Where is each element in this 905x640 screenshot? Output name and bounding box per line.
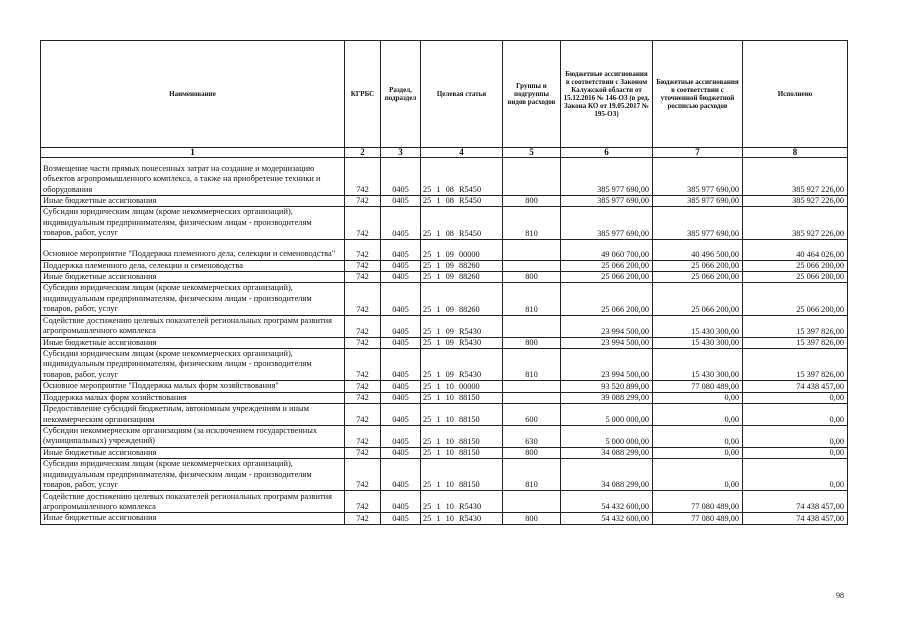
row-target-article: 25 1 09 R5430 xyxy=(421,315,503,337)
row-target-article: 25 1 10 88150 xyxy=(421,425,503,447)
header-groups: Группы и подгруппы видов расходов xyxy=(503,41,561,148)
table-row xyxy=(41,404,848,426)
table-row xyxy=(41,425,848,447)
row-law-allocation: 39 088 299,00 xyxy=(561,392,653,403)
row-kgrbs: 742 xyxy=(345,158,381,196)
row-law-allocation: 23 994 500,00 xyxy=(561,349,653,381)
row-expense-group xyxy=(503,381,561,392)
row-section: 0405 xyxy=(381,272,421,283)
row-executed: 25 066 200,00 xyxy=(743,272,848,283)
row-executed: 0,00 xyxy=(743,404,848,426)
header-executed: Исполнено xyxy=(743,41,848,148)
row-refined-allocation: 15 430 300,00 xyxy=(653,337,743,348)
header-law-allocations: Бюджетные ассигнования в соответствии с Законом Калужской области от 15.12.2016 № 146-ОЗ (в ред. Закона КО от 19.05.2017 № 195-ОЗ) xyxy=(561,41,653,148)
row-refined-allocation: 0,00 xyxy=(653,392,743,403)
column-number: 2 xyxy=(345,148,381,158)
row-target-article: 25 1 10 88150 xyxy=(421,447,503,458)
row-kgrbs: 742 xyxy=(345,315,381,337)
row-kgrbs: 742 xyxy=(345,272,381,283)
row-kgrbs: 742 xyxy=(345,491,381,513)
row-name: Предоставление субсидий бюджетным, автономным учреждениям и иным некоммерческим организациям xyxy=(41,404,345,426)
row-executed: 385 927 226,00 xyxy=(743,207,848,239)
row-section: 0405 xyxy=(381,381,421,392)
row-kgrbs: 742 xyxy=(345,459,381,491)
row-name: Поддержка племенного дела, селекции и семеноводства xyxy=(41,260,345,271)
row-law-allocation: 25 066 200,00 xyxy=(561,272,653,283)
row-expense-group: 800 xyxy=(503,196,561,207)
row-kgrbs: 742 xyxy=(345,207,381,239)
table-row xyxy=(41,315,848,337)
row-law-allocation: 23 994 500,00 xyxy=(561,337,653,348)
row-refined-allocation: 77 080 489,00 xyxy=(653,513,743,524)
row-law-allocation: 34 088 299,00 xyxy=(561,459,653,491)
row-expense-group xyxy=(503,239,561,260)
row-executed: 0,00 xyxy=(743,392,848,403)
header-name: Наименование xyxy=(41,41,345,148)
row-kgrbs: 742 xyxy=(345,337,381,348)
row-name: Субсидии юридическим лицам (кроме некоммерческих организаций), индивидуальным предпринимателям, физическим лицам - производителям товаров, работ, услуг xyxy=(41,283,345,315)
row-refined-allocation: 25 066 200,00 xyxy=(653,272,743,283)
row-expense-group: 800 xyxy=(503,513,561,524)
row-executed: 74 438 457,00 xyxy=(743,381,848,392)
table-row xyxy=(41,196,848,207)
row-section: 0405 xyxy=(381,349,421,381)
row-executed: 25 066 200,00 xyxy=(743,260,848,271)
row-section: 0405 xyxy=(381,513,421,524)
row-refined-allocation: 0,00 xyxy=(653,404,743,426)
table-row xyxy=(41,491,848,513)
row-section: 0405 xyxy=(381,447,421,458)
row-refined-allocation: 385 977 690,00 xyxy=(653,207,743,239)
row-law-allocation: 54 432 600,00 xyxy=(561,491,653,513)
table-header-row xyxy=(41,41,848,148)
row-name: Иные бюджетные ассигнования xyxy=(41,272,345,283)
page-number: 98 xyxy=(836,591,844,600)
row-refined-allocation: 0,00 xyxy=(653,425,743,447)
row-expense-group xyxy=(503,158,561,196)
budget-table-sheet xyxy=(40,40,848,525)
row-executed: 385 927 226,00 xyxy=(743,196,848,207)
row-expense-group: 810 xyxy=(503,459,561,491)
row-name: Содействие достижению целевых показателей региональных программ развития агропромышленного комплекса xyxy=(41,315,345,337)
row-expense-group: 600 xyxy=(503,404,561,426)
row-kgrbs: 742 xyxy=(345,513,381,524)
header-kgrbs: КГРБС xyxy=(345,41,381,148)
row-target-article: 25 1 08 R5450 xyxy=(421,158,503,196)
table-row xyxy=(41,447,848,458)
header-refined-allocations: Бюджетные ассигнования в соответствии с уточненной бюджетной росписью расходов xyxy=(653,41,743,148)
row-name: Субсидии юридическим лицам (кроме некоммерческих организаций), индивидуальным предпринимателям, физическим лицам - производителям товаров, работ, услуг xyxy=(41,349,345,381)
row-refined-allocation: 77 080 489,00 xyxy=(653,491,743,513)
row-law-allocation: 54 432 600,00 xyxy=(561,513,653,524)
row-refined-allocation: 25 066 200,00 xyxy=(653,260,743,271)
table-row xyxy=(41,158,848,196)
row-target-article: 25 1 09 R5430 xyxy=(421,337,503,348)
row-law-allocation: 25 066 200,00 xyxy=(561,260,653,271)
row-law-allocation: 34 088 299,00 xyxy=(561,447,653,458)
row-executed: 15 397 826,00 xyxy=(743,349,848,381)
row-section: 0405 xyxy=(381,425,421,447)
header-section: Раздел, подраздел xyxy=(381,41,421,148)
table-row xyxy=(41,381,848,392)
budget-table xyxy=(40,40,848,525)
row-target-article: 25 1 09 R5430 xyxy=(421,349,503,381)
row-refined-allocation: 15 430 300,00 xyxy=(653,315,743,337)
table-row xyxy=(41,459,848,491)
row-expense-group: 810 xyxy=(503,283,561,315)
row-law-allocation: 25 066 200,00 xyxy=(561,283,653,315)
table-row xyxy=(41,283,848,315)
row-section: 0405 xyxy=(381,239,421,260)
row-name: Субсидии юридическим лицам (кроме некоммерческих организаций), индивидуальным предпринимателям, физическим лицам - производителям товаров, работ, услуг xyxy=(41,459,345,491)
row-refined-allocation: 77 080 489,00 xyxy=(653,381,743,392)
row-target-article: 25 1 09 88260 xyxy=(421,272,503,283)
row-target-article: 25 1 08 R5450 xyxy=(421,207,503,239)
row-expense-group: 810 xyxy=(503,349,561,381)
row-target-article: 25 1 09 88260 xyxy=(421,260,503,271)
row-kgrbs: 742 xyxy=(345,196,381,207)
row-refined-allocation: 25 066 200,00 xyxy=(653,283,743,315)
row-target-article: 25 1 09 00000 xyxy=(421,239,503,260)
row-law-allocation: 23 994 500,00 xyxy=(561,315,653,337)
row-expense-group xyxy=(503,315,561,337)
row-law-allocation: 385 977 690,00 xyxy=(561,207,653,239)
row-target-article: 25 1 10 88150 xyxy=(421,459,503,491)
row-expense-group: 810 xyxy=(503,207,561,239)
row-refined-allocation: 0,00 xyxy=(653,447,743,458)
table-row xyxy=(41,207,848,239)
column-number: 7 xyxy=(653,148,743,158)
row-kgrbs: 742 xyxy=(345,425,381,447)
row-name: Субсидии некоммерческим организациям (за исключением государственных (муниципальных) учреждений) xyxy=(41,425,345,447)
row-law-allocation: 385 977 690,00 xyxy=(561,196,653,207)
row-kgrbs: 742 xyxy=(345,392,381,403)
row-kgrbs: 742 xyxy=(345,349,381,381)
column-number: 6 xyxy=(561,148,653,158)
row-executed: 25 066 200,00 xyxy=(743,283,848,315)
row-name: Иные бюджетные ассигнования xyxy=(41,196,345,207)
column-number: 4 xyxy=(421,148,503,158)
row-kgrbs: 742 xyxy=(345,381,381,392)
column-number: 3 xyxy=(381,148,421,158)
row-name: Иные бюджетные ассигнования xyxy=(41,447,345,458)
row-section: 0405 xyxy=(381,337,421,348)
row-target-article: 25 1 10 R5430 xyxy=(421,491,503,513)
row-section: 0405 xyxy=(381,283,421,315)
row-executed: 0,00 xyxy=(743,459,848,491)
column-number: 5 xyxy=(503,148,561,158)
row-target-article: 25 1 10 88150 xyxy=(421,392,503,403)
column-number: 1 xyxy=(41,148,345,158)
row-section: 0405 xyxy=(381,392,421,403)
row-executed: 385 927 226,00 xyxy=(743,158,848,196)
row-executed: 15 397 826,00 xyxy=(743,315,848,337)
row-name: Иные бюджетные ассигнования xyxy=(41,513,345,524)
column-number-row xyxy=(41,148,848,158)
column-number: 8 xyxy=(743,148,848,158)
row-expense-group xyxy=(503,392,561,403)
table-row xyxy=(41,513,848,524)
row-expense-group: 800 xyxy=(503,447,561,458)
row-kgrbs: 742 xyxy=(345,447,381,458)
row-refined-allocation: 385 977 690,00 xyxy=(653,196,743,207)
row-name: Основное мероприятие "Поддержка племенного дела, селекции и семеноводства" xyxy=(41,239,345,260)
row-name: Основное мероприятие "Поддержка малых форм хозяйствования" xyxy=(41,381,345,392)
table-row xyxy=(41,349,848,381)
row-law-allocation: 5 000 000,00 xyxy=(561,404,653,426)
row-refined-allocation: 15 430 300,00 xyxy=(653,349,743,381)
row-expense-group: 630 xyxy=(503,425,561,447)
row-refined-allocation: 40 496 500,00 xyxy=(653,239,743,260)
table-row xyxy=(41,337,848,348)
table-row xyxy=(41,260,848,271)
row-executed: 0,00 xyxy=(743,447,848,458)
row-law-allocation: 5 000 000,00 xyxy=(561,425,653,447)
row-law-allocation: 385 977 690,00 xyxy=(561,158,653,196)
row-executed: 74 438 457,00 xyxy=(743,491,848,513)
row-executed: 74 438 457,00 xyxy=(743,513,848,524)
row-expense-group: 800 xyxy=(503,337,561,348)
row-expense-group xyxy=(503,260,561,271)
row-target-article: 25 1 10 00000 xyxy=(421,381,503,392)
row-law-allocation: 93 520 899,00 xyxy=(561,381,653,392)
row-refined-allocation: 0,00 xyxy=(653,459,743,491)
row-expense-group xyxy=(503,491,561,513)
row-target-article: 25 1 09 88260 xyxy=(421,283,503,315)
row-section: 0405 xyxy=(381,196,421,207)
table-row xyxy=(41,272,848,283)
row-executed: 15 397 826,00 xyxy=(743,337,848,348)
row-section: 0405 xyxy=(381,459,421,491)
row-target-article: 25 1 08 R5450 xyxy=(421,196,503,207)
row-name: Субсидии юридическим лицам (кроме некоммерческих организаций), индивидуальным предпринимателям, физическим лицам - производителям товаров, работ, услуг xyxy=(41,207,345,239)
row-executed: 0,00 xyxy=(743,425,848,447)
row-kgrbs: 742 xyxy=(345,260,381,271)
row-refined-allocation: 385 977 690,00 xyxy=(653,158,743,196)
table-body xyxy=(41,158,848,525)
table-row xyxy=(41,239,848,260)
row-section: 0405 xyxy=(381,158,421,196)
row-target-article: 25 1 10 R5430 xyxy=(421,513,503,524)
row-kgrbs: 742 xyxy=(345,283,381,315)
row-name: Иные бюджетные ассигнования xyxy=(41,337,345,348)
row-name: Возмещение части прямых понесенных затрат на создание и модернизацию объектов агропромышленного комплекса, а также на приобретение техники и оборудования xyxy=(41,158,345,196)
row-kgrbs: 742 xyxy=(345,239,381,260)
header-target: Целевая статья xyxy=(421,41,503,148)
row-section: 0405 xyxy=(381,207,421,239)
row-kgrbs: 742 xyxy=(345,404,381,426)
row-executed: 40 464 026,00 xyxy=(743,239,848,260)
table-row xyxy=(41,392,848,403)
row-section: 0405 xyxy=(381,315,421,337)
row-expense-group: 800 xyxy=(503,272,561,283)
row-section: 0405 xyxy=(381,491,421,513)
row-name: Поддержка малых форм хозяйствования xyxy=(41,392,345,403)
row-target-article: 25 1 10 88150 xyxy=(421,404,503,426)
row-section: 0405 xyxy=(381,404,421,426)
row-name: Содействие достижению целевых показателей региональных программ развития агропромышленного комплекса xyxy=(41,491,345,513)
row-section: 0405 xyxy=(381,260,421,271)
row-law-allocation: 49 060 700,00 xyxy=(561,239,653,260)
